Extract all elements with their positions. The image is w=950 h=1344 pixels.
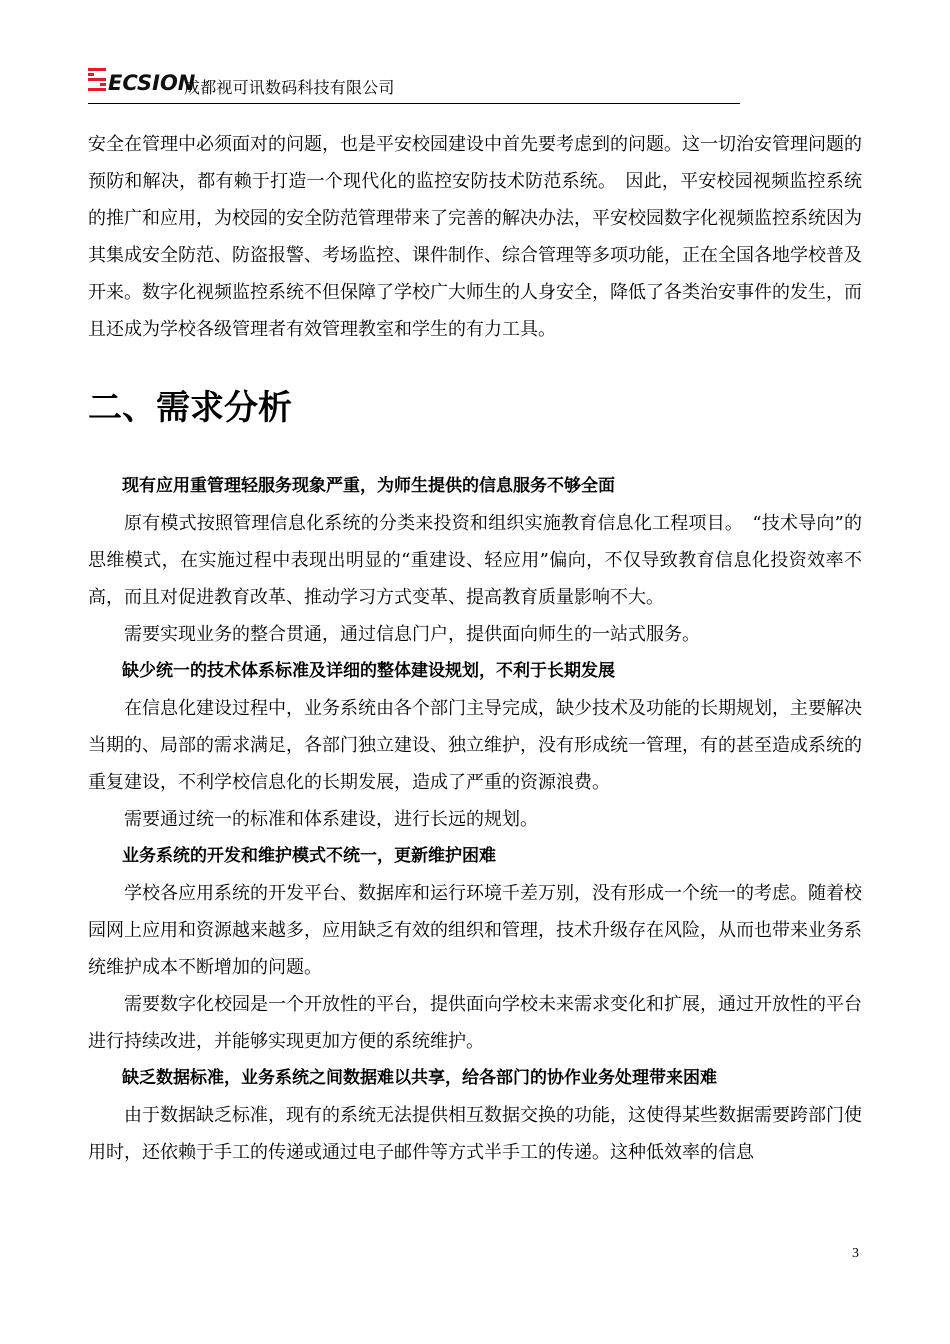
document-body: [88, 126, 862, 1171]
item-conclusion: 需要通过统一的标准和体系建设，进行长远的规划。: [124, 809, 538, 830]
item-body: 由于数据缺乏标准，现有的系统无法提供相互数据交换的功能，这使得某些数据需要跨部门使用时，还依赖于手工的传递或通过电子邮件等方式半手工的传递。这种低效率的信息: [88, 1105, 862, 1163]
item-heading: 缺乏数据标准，业务系统之间数据难以共享，给各部门的协作业务处理带来困难: [122, 1068, 717, 1088]
intro-paragraph: 安全在管理中必须面对的问题，也是平安校园建设中首先要考虑到的问题。这一切治安管理问题的预防和解决，都有赖于打造一个现代化的监控安防技术防范系统。 因此，平安校园视频监控系统的推广和应用，为校园的安全防范管理带来了完善的解决办法，平安校园数字化视频监控系统因为其集成安全防范、防盗报警、考场监控、课件制作、综合管理等多项功能，正在全国各地学校普及开来。数字化视频监控系统不但保障了学校广大师生的人身安全，降低了各类治安事件的发生，而且还成为学校各级管理者有效管理教室和学生的有力工具。: [88, 134, 862, 340]
header-divider: [88, 103, 740, 104]
page-number: 3: [852, 1246, 859, 1261]
item-body: 学校各应用系统的开发平台、数据库和运行环境千差万别，没有形成一个统一的考虑。随着校园网上应用和资源越来越多，应用缺乏有效的组织和管理，技术升级存在风险，从而也带来业务系统维护成本不断增加的问题。: [88, 883, 862, 978]
item-heading: 缺少统一的技术体系标准及详细的整体建设规划，不利于长期发展: [122, 661, 615, 681]
company-name: 成都视可讯数码科技有限公司: [184, 78, 395, 97]
section-title: 二、需求分析: [88, 388, 292, 428]
page-header: [88, 66, 740, 106]
item-body: 在信息化建设过程中，业务系统由各个部门主导完成，缺少技术及功能的长期规划，主要解决当期的、局部的需求满足，各部门独立建设、独立维护，没有形成统一管理，有的甚至造成系统的重复建设，不利学校信息化的长期发展，造成了严重的资源浪费。: [88, 698, 862, 793]
item-body: 原有模式按照管理信息化系统的分类来投资和组织实施教育信息化工程项目。 “技术导向”的思维模式，在实施过程中表现出明显的“重建设、轻应用”偏向，不仅导致教育信息化投资效率不高，而且对促进教育改革、推动学习方式变革、提高教育质量影响不大。: [88, 513, 862, 608]
logo-text: ECSION: [108, 71, 196, 95]
item-conclusion: 需要数字化校园是一个开放性的平台，提供面向学校未来需求变化和扩展，通过开放性的平台进行持续改进，并能够实现更加方便的系统维护。: [88, 994, 862, 1052]
item-heading: 业务系统的开发和维护模式不统一，更新维护困难: [122, 846, 496, 866]
item-heading: 现有应用重管理轻服务现象严重，为师生提供的信息服务不够全面: [122, 476, 615, 496]
secsion-logo-icon: [88, 68, 196, 95]
item-conclusion: 需要实现业务的整合贯通，通过信息门户，提供面向师生的一站式服务。: [124, 624, 700, 645]
